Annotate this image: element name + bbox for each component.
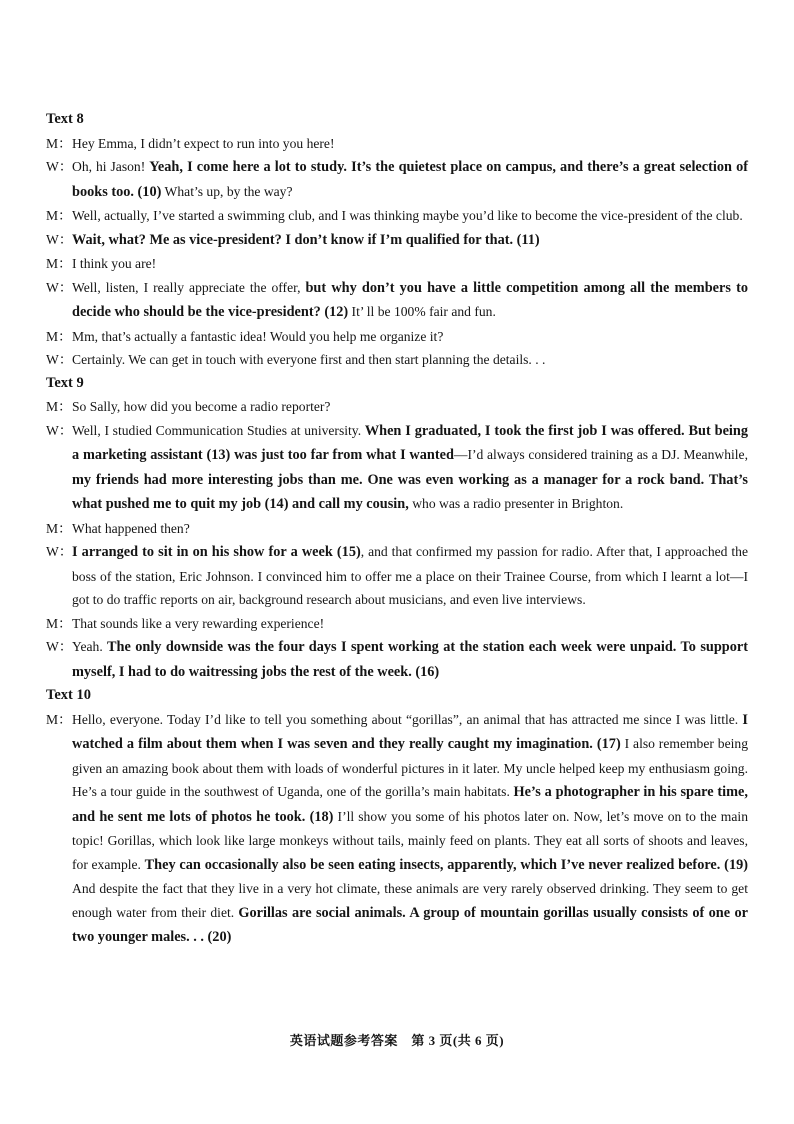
dialogue-text: Yeah. The only downside was the four days I spent working at the station each week were unpaid. To support myself, I had to do waitressing jobs the rest of the week. (16) (72, 639, 748, 680)
speaker-label: M： (46, 711, 72, 727)
section-title: Text 9 (46, 374, 84, 391)
dialogue-text: Well, I studied Communication Studies at university. When I graduated, I took the first job I was offered. But being a marketing assistant (13) was just too far from what I wanted—I’d always considered training as a DJ. Meanwhile, my friends had more interesting jobs than me. One was even working as a manager for a rock band. That’s what pushed me to quit my job (14) and call my cousin, who was a radio presenter in Brighton. (72, 422, 748, 512)
dialogue-line (46, 517, 748, 541)
dialogue-line (46, 276, 748, 325)
speaker-label: W： (46, 231, 73, 247)
answer-highlight: Yeah, I come here a lot to study. It’s the quietest place on campus, and there’s a great selection of books too. (10) (72, 159, 748, 200)
dialogue-line (46, 612, 748, 636)
speaker-label: W： (46, 422, 73, 438)
section-title: Text 10 (46, 687, 91, 703)
speaker-label: M： (46, 208, 72, 223)
page-footer: 英语试题参考答案 第 3 页(共 6 页) (289, 1033, 505, 1048)
dialogue-line (46, 395, 748, 419)
dialogue-line (46, 348, 748, 372)
answer-highlight: I watched a film about them when I was seven and they really caught my imagination. (17) (72, 711, 748, 752)
speaker-label: M： (46, 328, 72, 344)
dialogue-text: I arranged to sit in on his show for a week (15), and that confirmed my passion for radio. After that, I approached the boss of the station, Eric Johnson. I convinced him to offer me a place on their Trainee Course, from which I learnt a lot—I got to do traffic reports on air, background research about musicians, and even live interviews. (72, 544, 748, 607)
speaker-label: W： (46, 639, 73, 654)
dialogue-text: I think you are! (72, 256, 157, 271)
text-8-section (46, 108, 748, 372)
text-10-section (46, 684, 748, 950)
dialogue-text: That sounds like a very rewarding experience! (72, 615, 325, 631)
answer-highlight: They can occasionally also be seen eating insects, apparently, which I’ve never realized before. (19) (144, 856, 748, 873)
speaker-label: M： (46, 256, 72, 271)
dialogue-text: Hello, everyone. Today I’d like to tell you something about “gorillas”, an animal that has attracted me since I was little. I watched a film about them when I was seven and they really caught my imagination. (17) I also remember being given an amazing book about them with loads of wonderful pictures in it later. My uncle helped keep my enthusiasm going. He’s a tour guide in the southwest of Uganda, one of the gorilla’s main habitats. He’s a photographer in his spare time, and he sent me lots of photos he took. (18) I’ll show you some of his photos later on. Now, let’s move on to the main topic! Gorillas, which look like large monkeys without tails, mainly feed on plants. They eat all sorts of shoots and leaves, for example. They can occasionally also be seen eating insects, apparently, which I’ve never realized before. (19) And despite the fact that they live in a very hot climate, these animals are very rarely observed drinking. They seem to get enough water from their diet. Gorillas are social animals. A group of mountain gorillas usually consists of one or two younger males. . . (20) (72, 711, 748, 945)
dialogue-text: Well, listen, I really appreciate the offer, but why don’t you have a little competition among all the members to decide who should be the vice-president? (12) It’ ll be 100% fair and fun. (72, 279, 748, 320)
dialogue-line (46, 635, 748, 684)
answer-highlight: I arranged to sit in on his show for a week (15) (72, 544, 361, 560)
text-9-section (46, 372, 748, 685)
speaker-label: M： (46, 520, 72, 536)
answer-highlight: He’s a photographer in his spare time, and he sent me lots of photos he took. (18) (72, 784, 748, 825)
dialogue-line (46, 228, 748, 253)
dialogue-text: Hey Emma, I didn’t expect to run into you here! (72, 135, 335, 151)
speaker-label: W： (46, 279, 73, 295)
answer-highlight: but why don’t you have a little competition among all the members to decide who should be the vice-president? (12) (72, 279, 748, 320)
answer-highlight: When I graduated, I took the first job I was offered. But being a marketing assistant (13) was just too far from what I wanted (72, 422, 748, 463)
speaker-label: W： (46, 352, 73, 367)
dialogue-line (46, 155, 748, 204)
dialogue-text: So Sally, how did you become a radio reporter? (72, 399, 331, 414)
dialogue-line (46, 204, 748, 228)
speaker-label: M： (46, 615, 72, 631)
speaker-label: M： (46, 135, 72, 151)
dialogue-line (46, 132, 748, 156)
speaker-label: W： (46, 544, 73, 559)
speaker-label: W： (46, 159, 73, 174)
dialogue-line (46, 325, 748, 349)
answer-highlight: my friends had more interesting jobs than me. One was even working as a manager for a rock band. That’s what pushed me to quit my job (14) and call my cousin, (72, 471, 748, 512)
dialogue-line (46, 252, 748, 276)
dialogue-text: Certainly. We can get in touch with everyone first and then start planning the details. . . (72, 352, 546, 367)
dialogue-text: What happened then? (72, 520, 190, 536)
answer-highlight: The only downside was the four days I spent working at the station each week were unpaid. To support myself, I had to do waitressing jobs the rest of the week. (16) (72, 639, 748, 680)
dialogue-line (46, 419, 748, 517)
dialogue-line (46, 540, 748, 612)
dialogue-text: Oh, hi Jason! Yeah, I come here a lot to study. It’s the quietest place on campus, and there’s a great selection of books too. (10) What’s up, by the way? (72, 159, 748, 200)
section-title: Text 8 (46, 111, 84, 127)
dialogue-text: Mm, that’s actually a fantastic idea! Would you help me organize it? (72, 328, 444, 344)
dialogue-text: Well, actually, I’ve started a swimming club, and I was thinking maybe you’d like to become the vice-president of the club. (72, 208, 743, 223)
answer-highlight: Gorillas are social animals. A group of mountain gorillas usually consists of one or two younger males. . . (20) (72, 904, 748, 945)
dialogue-line (46, 708, 748, 950)
transcript-page (46, 108, 748, 950)
speaker-label: M： (46, 399, 72, 414)
answer-highlight: Wait, what? Me as vice-president? I don’t know if I’m qualified for that. (11) (72, 231, 540, 248)
dialogue-text (72, 228, 748, 253)
